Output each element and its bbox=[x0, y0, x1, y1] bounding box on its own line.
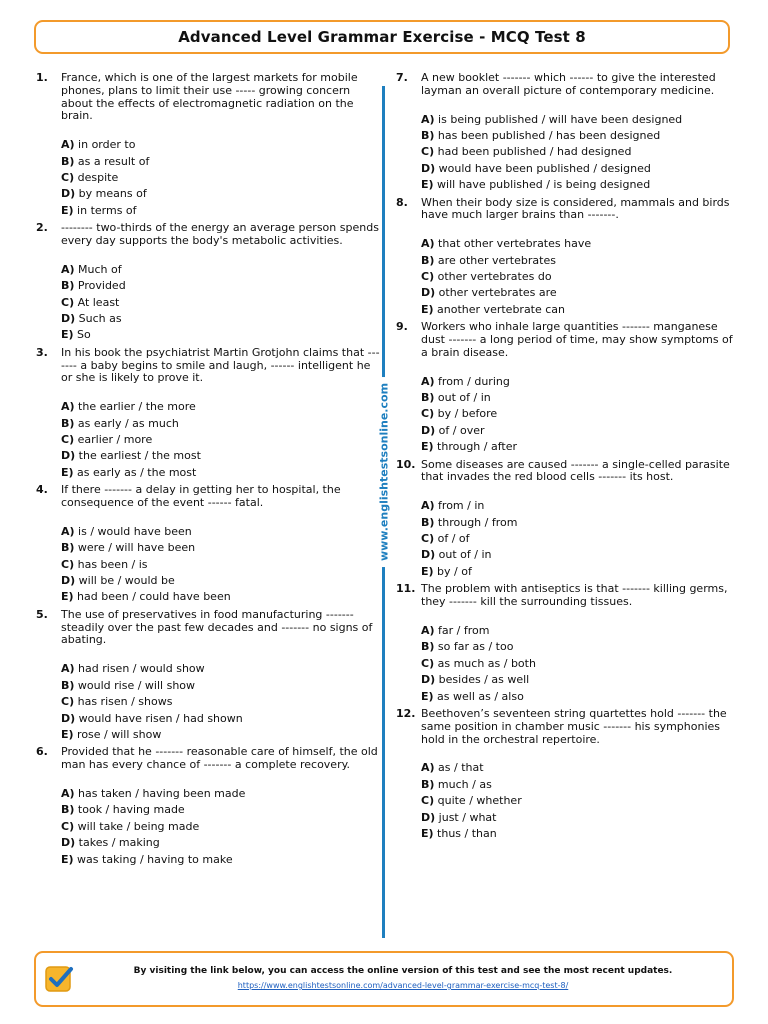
option-d[interactable] bbox=[61, 835, 380, 851]
option-letter: A) bbox=[421, 112, 435, 126]
option-d[interactable] bbox=[421, 672, 736, 688]
option-text: in order to bbox=[78, 138, 136, 152]
question-text: Beethoven’s seventeen string quartettes hold ------- the same position in chamber music ------- his symphonies hold in the orchestral repertoire. bbox=[421, 706, 727, 746]
option-text: is / would have been bbox=[78, 524, 192, 538]
option-text: the earliest / the most bbox=[78, 449, 201, 463]
option-letter: B) bbox=[61, 154, 75, 168]
option-e[interactable] bbox=[61, 203, 380, 219]
title-box bbox=[34, 20, 730, 54]
option-c[interactable] bbox=[61, 170, 380, 186]
option-text: rose / will show bbox=[77, 727, 162, 741]
question-number: 2. bbox=[36, 221, 48, 235]
option-letter: C) bbox=[421, 407, 435, 421]
option-text: would have risen / had shown bbox=[78, 711, 243, 725]
question-5 bbox=[36, 609, 380, 743]
question-4 bbox=[36, 484, 380, 606]
option-letter: A) bbox=[61, 262, 75, 276]
question-text: Workers who inhale large quantities ------- manganese dust ------- a long period of time, may show symptoms of a brain disease. bbox=[421, 320, 733, 359]
option-c[interactable] bbox=[421, 656, 736, 672]
option-list bbox=[61, 524, 380, 606]
option-letter: B) bbox=[421, 391, 435, 405]
option-c[interactable] bbox=[61, 295, 380, 311]
option-e[interactable] bbox=[61, 589, 380, 605]
option-letter: B) bbox=[61, 803, 75, 817]
question-text: The use of preservatives in food manufacturing ------- steadily over the past few decades and ------- no signs of abating. bbox=[61, 607, 373, 647]
option-letter: C) bbox=[61, 433, 75, 447]
option-text: of / of bbox=[437, 532, 470, 546]
option-a[interactable] bbox=[61, 786, 380, 802]
option-text: of / over bbox=[438, 423, 485, 437]
option-letter: A) bbox=[421, 761, 435, 775]
option-text: thus / than bbox=[437, 826, 497, 840]
option-letter: C) bbox=[421, 794, 435, 808]
option-list bbox=[61, 262, 380, 344]
question-number: 6. bbox=[36, 745, 48, 759]
option-text: would have been published / designed bbox=[438, 161, 651, 175]
option-text: as early as / the most bbox=[77, 465, 197, 479]
option-a[interactable] bbox=[61, 137, 380, 153]
option-letter: D) bbox=[421, 423, 436, 437]
option-text: would rise / will show bbox=[77, 678, 196, 692]
option-text: far / from bbox=[438, 623, 490, 637]
option-letter: B) bbox=[421, 640, 435, 654]
option-d[interactable] bbox=[421, 285, 736, 301]
option-list bbox=[421, 236, 736, 318]
footer-link[interactable]: https://www.englishtestsonline.com/advanced-level-grammar-exercise-mcq-test-8/ bbox=[237, 981, 569, 990]
option-letter: E) bbox=[61, 727, 74, 741]
option-a[interactable] bbox=[421, 623, 736, 639]
option-text: the earlier / the more bbox=[78, 400, 196, 414]
option-d[interactable] bbox=[421, 547, 736, 563]
option-letter: C) bbox=[61, 557, 75, 571]
option-letter: B) bbox=[61, 279, 75, 293]
footer-box bbox=[34, 951, 734, 1007]
option-text: quite / whether bbox=[437, 794, 522, 808]
option-text: so far as / too bbox=[437, 640, 514, 654]
option-b[interactable] bbox=[421, 128, 736, 144]
option-letter: D) bbox=[61, 574, 76, 588]
option-letter: C) bbox=[61, 819, 75, 833]
option-letter: D) bbox=[61, 449, 76, 463]
option-letter: E) bbox=[61, 328, 74, 342]
option-e[interactable] bbox=[421, 564, 736, 580]
option-a[interactable] bbox=[61, 399, 380, 415]
question-number: 12. bbox=[396, 706, 416, 720]
option-text: So bbox=[77, 328, 91, 342]
option-letter: B) bbox=[61, 541, 75, 555]
question-text: If there ------- a delay in getting her to hospital, the consequence of the event ------ fatal. bbox=[61, 483, 341, 510]
question-number: 7. bbox=[396, 71, 408, 84]
option-e[interactable] bbox=[421, 689, 736, 705]
option-d[interactable] bbox=[421, 423, 736, 439]
option-a[interactable] bbox=[421, 760, 736, 776]
option-list bbox=[61, 786, 380, 868]
option-d[interactable] bbox=[61, 711, 380, 727]
option-text: are other vertebrates bbox=[437, 253, 556, 267]
option-letter: C) bbox=[421, 656, 435, 670]
option-list bbox=[421, 623, 736, 705]
option-text: that other vertebrates have bbox=[438, 237, 592, 251]
question-6 bbox=[36, 746, 380, 868]
option-b[interactable] bbox=[61, 154, 380, 170]
right-column bbox=[396, 72, 736, 842]
question-number: 5. bbox=[36, 607, 48, 621]
option-b[interactable] bbox=[61, 802, 380, 818]
option-letter: A) bbox=[421, 499, 435, 513]
option-letter: C) bbox=[61, 295, 75, 309]
option-b[interactable] bbox=[61, 416, 380, 432]
option-letter: A) bbox=[61, 138, 75, 152]
option-b[interactable] bbox=[421, 639, 736, 655]
option-list bbox=[421, 760, 736, 842]
option-text: out of / in bbox=[437, 391, 491, 405]
option-text: has been / is bbox=[77, 557, 148, 571]
option-letter: E) bbox=[421, 440, 434, 454]
question-number: 4. bbox=[36, 483, 48, 497]
option-letter: A) bbox=[421, 623, 435, 637]
option-text: will be / would be bbox=[78, 574, 175, 588]
option-d[interactable] bbox=[61, 311, 380, 327]
option-text: by / of bbox=[437, 564, 472, 578]
question-3 bbox=[36, 347, 380, 481]
option-text: had been / could have been bbox=[77, 590, 231, 604]
option-text: through / from bbox=[437, 515, 518, 529]
option-text: will take / being made bbox=[77, 819, 200, 833]
option-a[interactable] bbox=[61, 262, 380, 278]
footer-text: By visiting the link below, you can access the online version of this test and see the most recent updates. bbox=[133, 966, 673, 976]
option-list bbox=[61, 137, 380, 219]
question-12 bbox=[396, 708, 736, 842]
option-c[interactable] bbox=[421, 406, 736, 422]
option-text: was taking / having to make bbox=[77, 852, 233, 866]
option-c[interactable] bbox=[61, 432, 380, 448]
option-text: At least bbox=[77, 295, 120, 309]
option-d[interactable] bbox=[421, 161, 736, 177]
option-d[interactable] bbox=[61, 448, 380, 464]
question-2 bbox=[36, 222, 380, 344]
checkbox-check-icon bbox=[44, 964, 74, 994]
option-text: had been published / had designed bbox=[437, 145, 632, 159]
option-letter: A) bbox=[61, 662, 75, 676]
option-text: in terms of bbox=[77, 203, 137, 217]
option-letter: C) bbox=[61, 695, 75, 709]
option-letter: E) bbox=[61, 852, 74, 866]
option-text: from / in bbox=[438, 499, 485, 513]
option-letter: B) bbox=[61, 678, 75, 692]
option-text: as well as / also bbox=[437, 689, 524, 703]
question-text: The problem with antiseptics is that ------- killing germs, they ------- kill the surrounding tissues. bbox=[421, 582, 728, 609]
option-letter: C) bbox=[61, 171, 75, 184]
option-c[interactable] bbox=[421, 144, 736, 160]
option-letter: D) bbox=[421, 286, 436, 300]
option-text: out of / in bbox=[438, 548, 492, 562]
option-letter: E) bbox=[61, 590, 74, 604]
option-text: another vertebrate can bbox=[437, 302, 566, 316]
option-letter: C) bbox=[421, 270, 435, 284]
option-letter: E) bbox=[421, 689, 434, 703]
option-b[interactable] bbox=[421, 253, 736, 269]
question-text: When their body size is considered, mammals and birds have much larger brains than -------. bbox=[421, 195, 730, 222]
option-text: besides / as well bbox=[438, 673, 530, 687]
option-letter: E) bbox=[421, 178, 434, 192]
option-letter: A) bbox=[61, 400, 75, 414]
option-b[interactable] bbox=[421, 390, 736, 406]
option-text: despite bbox=[77, 171, 119, 184]
question-1 bbox=[36, 72, 380, 219]
option-letter: E) bbox=[421, 564, 434, 578]
option-b[interactable] bbox=[61, 278, 380, 294]
option-b[interactable] bbox=[421, 515, 736, 531]
option-d[interactable] bbox=[61, 573, 380, 589]
option-list bbox=[61, 661, 380, 743]
option-b[interactable] bbox=[421, 777, 736, 793]
option-a[interactable] bbox=[421, 374, 736, 390]
option-c[interactable] bbox=[61, 557, 380, 573]
question-text: -------- two-thirds of the energy an average person spends every day supports the body's metabolic activities. bbox=[61, 221, 379, 248]
page-title: Advanced Level Grammar Exercise - MCQ Test 8 bbox=[178, 28, 586, 46]
option-text: takes / making bbox=[78, 836, 160, 850]
option-text: were / will have been bbox=[77, 541, 196, 555]
question-11 bbox=[396, 583, 736, 705]
option-text: is being published / will have been designed bbox=[438, 112, 683, 126]
option-letter: D) bbox=[421, 673, 436, 687]
option-text: by means of bbox=[78, 187, 147, 201]
option-a[interactable] bbox=[61, 661, 380, 677]
question-text: In his book the psychiatrist Martin Grotjohn claims that ------- a baby begins to smile and laugh, ------ intelligent he or she is likely to prove it. bbox=[61, 345, 380, 385]
question-text: A new booklet ------- which ------ to give the interested layman an overall picture of contemporary medicine. bbox=[421, 71, 716, 97]
option-c[interactable] bbox=[421, 531, 736, 547]
option-letter: E) bbox=[421, 826, 434, 840]
option-a[interactable] bbox=[421, 112, 736, 128]
option-letter: C) bbox=[421, 145, 435, 159]
option-letter: D) bbox=[61, 312, 76, 326]
option-letter: D) bbox=[421, 810, 436, 824]
option-text: took / having made bbox=[77, 803, 185, 817]
option-letter: B) bbox=[421, 777, 435, 791]
option-list bbox=[61, 399, 380, 481]
side-url[interactable]: www.englishtestsonline.com bbox=[378, 377, 391, 567]
option-letter: B) bbox=[61, 416, 75, 430]
option-letter: D) bbox=[421, 548, 436, 562]
option-text: has taken / having been made bbox=[78, 786, 246, 800]
option-text: as early / as much bbox=[77, 416, 179, 430]
option-text: as / that bbox=[438, 761, 484, 775]
option-e[interactable] bbox=[421, 439, 736, 455]
question-number: 11. bbox=[396, 582, 416, 596]
question-text: Provided that he ------- reasonable care of himself, the old man has every chance of ------- a complete recovery. bbox=[61, 745, 378, 772]
option-a[interactable] bbox=[421, 236, 736, 252]
option-e[interactable] bbox=[61, 465, 380, 481]
left-column bbox=[36, 72, 380, 868]
question-8 bbox=[396, 197, 736, 319]
question-7 bbox=[396, 72, 736, 194]
question-text: France, which is one of the largest markets for mobile phones, plans to limit their use ----- growing concern about the effects of electromagnetic radiation on the brain. bbox=[61, 71, 358, 123]
option-letter: D) bbox=[61, 187, 76, 201]
option-e[interactable] bbox=[61, 327, 380, 343]
option-a[interactable] bbox=[421, 498, 736, 514]
option-list bbox=[421, 374, 736, 456]
question-10 bbox=[396, 459, 736, 581]
option-letter: B) bbox=[421, 129, 435, 142]
option-d[interactable] bbox=[61, 186, 380, 202]
option-text: Much of bbox=[78, 262, 122, 276]
option-letter: A) bbox=[421, 374, 435, 388]
option-text: much / as bbox=[437, 777, 492, 791]
question-number: 10. bbox=[396, 457, 416, 471]
option-e[interactable] bbox=[421, 177, 736, 193]
option-letter: D) bbox=[421, 161, 436, 175]
option-letter: A) bbox=[61, 786, 75, 800]
option-text: from / during bbox=[438, 374, 510, 388]
option-text: earlier / more bbox=[77, 433, 153, 447]
option-text: other vertebrates are bbox=[438, 286, 557, 300]
option-text: just / what bbox=[438, 810, 497, 824]
question-9 bbox=[396, 321, 736, 455]
option-text: by / before bbox=[437, 407, 498, 421]
option-e[interactable] bbox=[61, 727, 380, 743]
option-a[interactable] bbox=[61, 524, 380, 540]
option-letter: E) bbox=[61, 465, 74, 479]
option-letter: C) bbox=[421, 532, 435, 546]
option-text: other vertebrates do bbox=[437, 270, 552, 284]
option-text: has been published / has been designed bbox=[437, 129, 661, 142]
option-letter: E) bbox=[61, 203, 74, 217]
option-list bbox=[421, 498, 736, 580]
option-c[interactable] bbox=[61, 694, 380, 710]
option-c[interactable] bbox=[61, 819, 380, 835]
option-letter: B) bbox=[421, 253, 435, 267]
question-text: Some diseases are caused ------- a single-celled parasite that invades the red blood cells ------- its host. bbox=[421, 457, 730, 484]
option-list bbox=[421, 112, 736, 194]
option-text: has risen / shows bbox=[77, 695, 173, 709]
question-number: 9. bbox=[396, 320, 408, 334]
question-number: 1. bbox=[36, 71, 48, 84]
question-number: 8. bbox=[396, 195, 408, 209]
option-letter: A) bbox=[61, 524, 75, 538]
option-text: will have published / is being designed bbox=[437, 178, 651, 192]
option-letter: A) bbox=[421, 237, 435, 251]
option-d[interactable] bbox=[421, 810, 736, 826]
option-b[interactable] bbox=[61, 678, 380, 694]
option-text: had risen / would show bbox=[78, 662, 205, 676]
option-e[interactable] bbox=[421, 302, 736, 318]
option-c[interactable] bbox=[421, 269, 736, 285]
option-letter: E) bbox=[421, 302, 434, 316]
option-c[interactable] bbox=[421, 793, 736, 809]
option-letter: D) bbox=[61, 836, 76, 850]
option-e[interactable] bbox=[61, 852, 380, 868]
option-text: as a result of bbox=[77, 154, 150, 168]
question-number: 3. bbox=[36, 345, 48, 359]
option-letter: B) bbox=[421, 515, 435, 529]
option-text: through / after bbox=[437, 440, 517, 454]
option-b[interactable] bbox=[61, 540, 380, 556]
option-text: Such as bbox=[78, 312, 122, 326]
option-text: Provided bbox=[77, 279, 126, 293]
option-e[interactable] bbox=[421, 826, 736, 842]
option-text: as much as / both bbox=[437, 656, 536, 670]
option-letter: D) bbox=[61, 711, 76, 725]
